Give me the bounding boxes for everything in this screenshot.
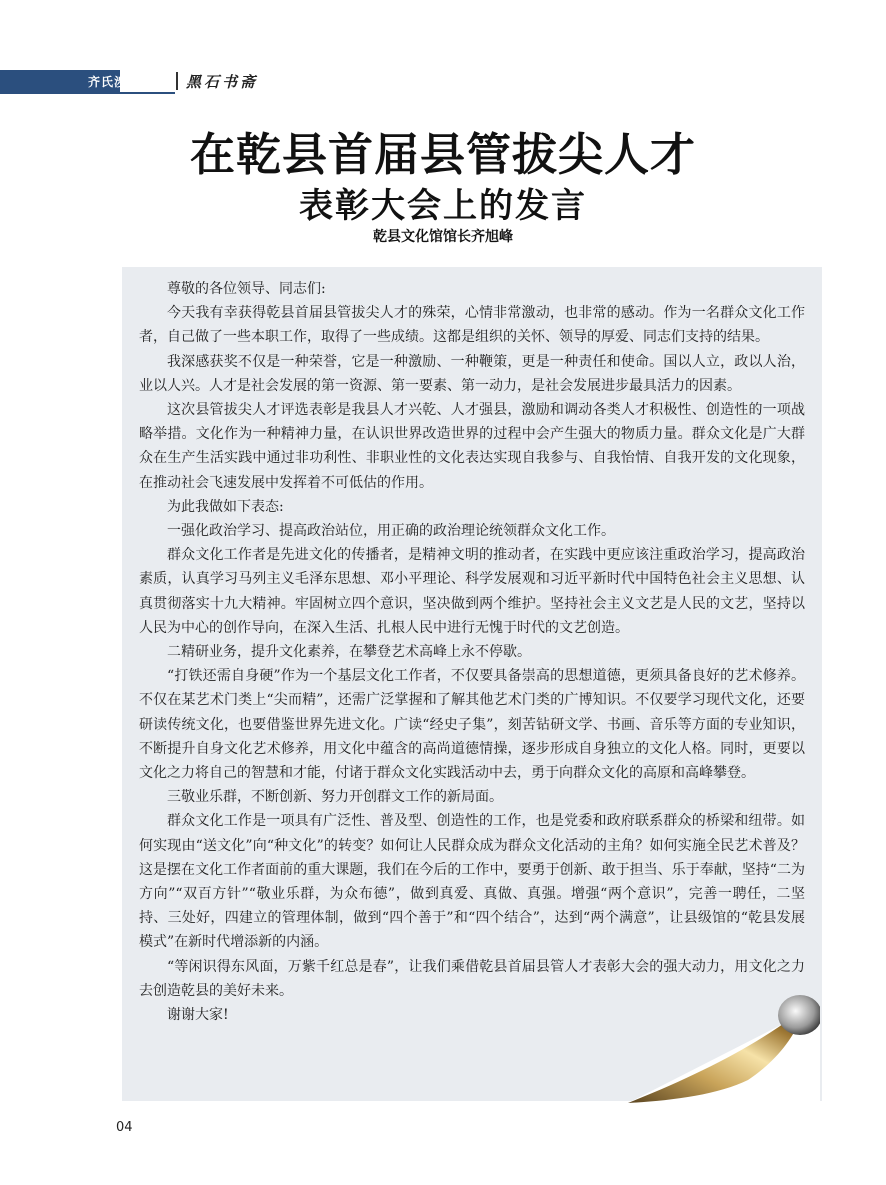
paragraph: 今天我有幸获得乾县首届县管拔尖人才的殊荣，心情非常激动，也非常的感动。作为一名群众文化工作者，自己做了一些本职工作，取得了一些成绩。这都是组织的关怀、领导的厚爱、同志们支持的结果。 (139, 305, 805, 346)
header-underline (0, 92, 175, 94)
paragraph: “等闲识得东风面，万紫千红总是春”，让我们乘借乾县首届县管人才表彰大会的强大动力，用文化之力去创造乾县的美好未来。 (139, 958, 805, 999)
paragraph: “打铁还需自身硬”作为一个基层文化工作者，不仅要具备崇高的思想道德，更须具备良好的艺术修养。不仅在某艺术门类上“尖而精”，还需广泛掌握和了解其他艺术门类的广博知识。不仅要学习现代文化，还要研读传统文化，也要借鉴世界先进文化。广读“经史子集”，刻苦钻研文学、书画、音乐等方面的专业知识，不断提升自身文化艺术修养，用文化中蕴含的高尚道德情操，逐步形成自身独立的文化人格。同时，更要以文化之力将自己的智慧和才能，付诸于群众文化实践活动中去，勇于向群众文化的高原和高峰攀登。 (139, 668, 805, 782)
paragraph-salutation: 尊敬的各位领导、同志们: (167, 281, 326, 297)
paragraph-heading: 二精研业务，提升文化素养，在攀登艺术高峰上永不停歇。 (167, 644, 531, 661)
paragraph-heading: 一强化政治学习、提高政治站位，用正确的政治理论统领群众文化工作。 (167, 523, 615, 540)
page-curl-icon (628, 985, 820, 1103)
page-title: 在乾县首届县管拔尖人才 (189, 128, 696, 181)
paragraph: 我深感获奖不仅是一种荣誉，它是一种激励、一种鞭策，更是一种责任和使命。国以人立，政以人治，业以人兴。人才是社会发展的第一资源、第一要素、第一动力，是社会发展进步最具活力的因素。 (139, 353, 805, 394)
paragraph: 这次县管拔尖人才评选表彰是我县人才兴乾、人才强县，激励和调动各类人才积极性、创造性的一项战略举措。文化作为一种精神力量，在认识世界改造世界的过程中会产生强大的物质力量。群众文化是广大群众在生产生活实践中通过非功利性、非职业性的文化表达实现自我参与、自我怡情、自我开发的文化现象，在推动社会飞速发展中发挥着不可低估的作用。 (139, 402, 805, 491)
page-number: 04 (116, 1120, 133, 1135)
page-subtitle: 表彰大会上的发言 (299, 186, 587, 226)
author-line: 乾县文化馆馆长齐旭峰 (373, 229, 513, 245)
section-label: 齐氏涉语 (88, 75, 141, 89)
paragraph-closing: 谢谢大家! (167, 1007, 229, 1024)
brand-logo: 黑石书斋 (186, 73, 259, 91)
paragraph: 群众文化工作是一项具有广泛性、普及型、创造性的工作，也是党委和政府联系群众的桥梁和纽带。如何实现由“送文化”向“种文化”的转变？如何让人民群众成为群众文化活动的主角？如何实施全民艺术普及？这是摆在文化工作者面前的重大课题，我们在今后的工作中，要勇于创新、敢于担当、乐于奉献，坚持“二为方向”“双百方针”“敬业乐群，为众布德”，做到真爱、真做、真强。增强“两个意识”，完善一聘任，二坚持、三处好，四建立的管理体制，做到“四个善于”和“四个结合”，达到“两个满意”，让县级馆的“乾县发展模式”在新时代增添新的内涵。 (139, 813, 805, 951)
paragraph-heading: 三敬业乐群，不断创新、努力开创群文工作的新局面。 (167, 789, 503, 806)
paragraph: 为此我做如下表态: (167, 498, 284, 515)
paragraph: 群众文化工作者是先进文化的传播者，是精神文明的推动者，在实践中更应该注重政治学习，提高政治素质，认真学习马列主义毛泽东思想、邓小平理论、科学发展观和习近平新时代中国特色社会主义思想、认真贯彻落实十九大精神。牢固树立四个意识，坚决做到两个维护。坚持社会主义文艺是人民的文艺，坚持以人民为中心的创作导向，在深入生活、扎根人民中进行无愧于时代的文艺创造。 (139, 547, 805, 636)
article-body (139, 277, 805, 1027)
header-divider (176, 72, 178, 90)
